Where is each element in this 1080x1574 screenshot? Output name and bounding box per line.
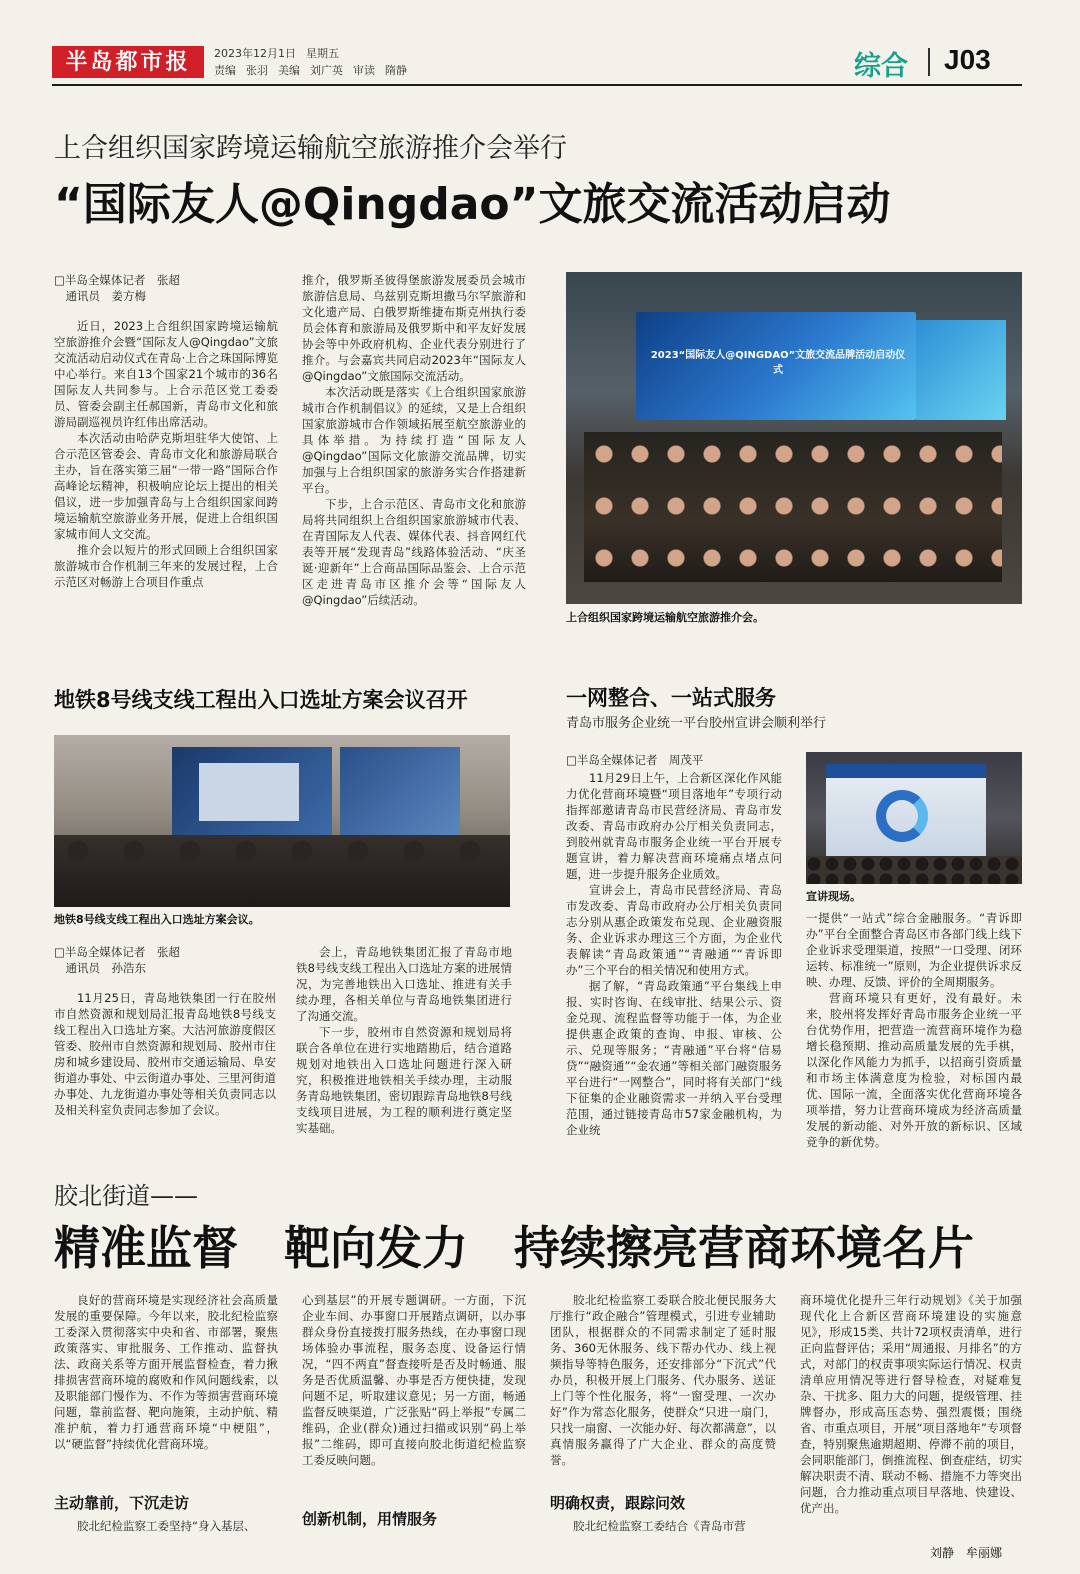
article1-column-2 [302,272,526,624]
article4-column-4 [800,1292,1022,1540]
paragraph: 据了解，“青岛政策通”平台集线上申报、实时咨询、在线审批、结果公示、资金兑现、流程监督等功能于一体，为企业提供惠企政策的查询、申报、审核、公示、兑现等服务；“青融通”平台将“信易贷”“融资通”“金农通”等相关部门融资服务平台进行“一网整合”，同时将有关部门“线下征集的企业融资需求一并纳入平台受理范围，通过链接青岛市57家金融机构，为企业统 [566,979,782,1137]
paragraph: 推介，俄罗斯圣彼得堡旅游发展委员会城市旅游信息局、乌兹别克斯坦撒马尔罕旅游和文化遗产局、白俄罗斯维捷布斯克州执行委员会体育和旅游局及俄罗斯中和平友好发展协会等中外政府机构、企业代表分别进行了推介。与会嘉宾共同启动2023年“国际友人@Qingdao”文旅国际交流活动。 [302,273,526,383]
paragraph: 一提供“一站式”综合金融服务。“青诉即办”平台全面整合青岛区市各部门线上线下企业诉求受理渠道，按照“一口受理、闭环运转、标准统一”原则，为企业提供诉求反映、办理、反馈、评价的全周期服务。 [806,911,1022,989]
editor-label: 责编 [214,64,236,77]
paragraph: 推介会以短片的形式回顾上合组织国家旅游城市合作机制三年来的发展过程，上合示范区对畅游上合项目作重点 [54,543,278,589]
article3-headline: 一网整合、一站式服务 [566,686,776,710]
newspaper-logo: 半岛都市报 [52,46,204,78]
paragraph: 商环境优化提升三年行动规划》《关于加强现代化上合新区营商环境建设的实施意见》，形成15类、共计72项权责清单，进行正向监督评估；采用“周通报、月排名”的方式，对部门的权责事项实际运行情况、权责清单应用情况等进行督导检查，对疑难复杂、干扰多、阻力大的问题，提级管理、挂牌督办，形成高压态势、强烈震慑；围绕省、市重点项目，开展“项目落地年”专项督查，特别聚焦逾期超期、停滞不前的项目，会同职能部门，倒推流程、倒查症结，切实解决职责不清、联动不畅、措施不力等突出问题，合力推动重点项目早落地、快建设、优产出。 [800,1293,1022,1515]
paragraph: 胶北纪检监察工委结合《青岛市营 [573,1519,746,1533]
article1-byline: □半岛全媒体记者 张超 [54,273,180,287]
article1-kicker: 上合组织国家跨境运输航空旅游推介会举行 [54,133,567,164]
article1-headline: “国际友人@Qingdao”文旅交流活动启动 [54,179,891,230]
proof-label: 审读 [353,64,375,77]
article1-photo [566,272,1022,604]
article2-headline: 地铁8号线支线工程出入口选址方案会议召开 [54,688,468,712]
paragraph: 宣讲会上，青岛市民营经济局、青岛市发改委、青岛市政府办公厅相关负责同志分别从惠企政策发布兑现、企业融资服务、企业诉求办理这三个方面，为企业代表解读“青岛政策通”“青融通”“青诉即办”三个平台的相关情况和使用方式。 [566,883,782,977]
article2-column-1 [54,990,276,1138]
article2-correspondent: 通讯员 孙浩东 [54,961,146,975]
audience [806,856,1022,884]
paragraph: 11月25日，青岛地铁集团一行在胶州市自然资源和规划局汇报青岛地铁8号线支线工程出入口选址方案。大沽河旅游度假区管委、胶州市自然资源和规划局、胶州市住房和城乡建设局、胶州市交通运输局、阜安街道办事处、中云街道办事处、三里河街道办事处、九龙街道办事处等相关负责同志以及相关科室负责同志参加了会议。 [54,991,276,1117]
masthead-divider [928,48,930,76]
page-number: J03 [944,44,991,75]
article1-column-1 [54,318,278,624]
screen-title: 2023“国际友人@QINGDAO”文旅交流品牌活动启动仪式 [650,350,906,376]
article4-kicker: 胶北街道—— [54,1182,198,1210]
article3-photo [806,752,1022,884]
designer-name: 刘广英 [310,64,343,77]
paragraph: 近日，2023上合组织国家跨境运输航空旅游推介会暨“国际友人@Qingdao”文旅交流活动启动仪式在青岛·上合之珠国际博览中心举行。来自13个国家21个城市的36名国际友人共同参与。上合示范区党工委委员、管委会副主任郝国新，青岛市文化和旅游局副巡视员许红伟出席活动。 [54,319,278,429]
map-display [199,763,299,821]
article3-column-1 [566,770,782,1137]
article1-correspondent: 通讯员 姜方梅 [54,289,146,303]
paragraph: 会上，青岛地铁集团汇报了青岛市地铁8号线支线工程出入口选址方案的进展情况，为完善地铁出入口选址、推进有关手续办理，各相关单位与青岛地铁集团进行了沟通交流。 [296,945,512,1023]
side-screen [916,320,1006,420]
paragraph: 11月29日上午，上合新区深化作风能力优化营商环境暨“项目落地年”专项行动指挥部邀请青岛市民营经济局、青岛市发改委、青岛市政府办公厅相关负责同志，到胶州就青岛市服务企业统一平台开展专题宣讲，着力解决营商环境痛点堵点问题，进一步提升服务企业质效。 [566,771,782,881]
meeting-attendees [54,835,510,907]
article2-column-2 [296,944,512,1138]
paragraph: 营商环境只有更好，没有最好。未来，胶州将发挥好青岛市服务企业统一平台优势作用，把营造一流营商环境作为稳增长稳预期、推动高质量发展的先手棋，以深化作风能力为抓手，以招商引资质量和市场主体满意度为检验，对标国内最优、国际一流，全面落实优化营商环境各项举措，努力让营商环境成为经济高质量发展的新动能、对外开放的新标识、区域竞争的新优势。 [806,991,1022,1149]
article4-author: 刘静 牟丽娜 [930,1546,1003,1560]
article2-byline: □半岛全媒体记者 张超 [54,945,180,959]
paragraph: 心到基层”的开展专题调研。一方面，下沉企业车间、办事窗口开展踏点调研，以办事群众身份直接拨打服务热线，在办事窗口现场体验办事流程，服务态度、设备运行情况，“四不两直”督查接听是否及时畅通、服务是否优质温馨、办事是否方便快捷，发现问题不足，听取建议意见；另一方面，畅通监督反映渠道，广泛张贴“码上举报”专属二维码，企业(群众)通过扫描或识别“码上举报”二维码，即可直接向胶北街道纪检监察工委反映问题。 [302,1293,526,1467]
article3-column-2 [806,910,1022,1149]
article1-caption: 上合组织国家跨境运输航空旅游推介会。 [566,611,764,624]
slide-header [826,764,986,778]
video-wall [340,747,460,837]
paragraph: 良好的营商环境是实现经济社会高质量发展的重要保障。今年以来，胶北纪检监察工委深入贯彻落实中央和省、市部署，聚焦政策落实、审批服务、工作推动、监督执法、政商关系等方面开展监督检查，着力揪排损害营商环境的腐败和作风问题线索，以及职能部门慢作为、不作为等损害营商环境问题，靠前监督、靶向施策，主动护航、精准护航，着力打通营商环境“中梗阻”，以“硬监督”持续优化营商环境。 [54,1293,278,1451]
masthead [0,0,1080,90]
article3-caption: 宣讲现场。 [806,890,861,903]
weekday-text: 星期五 [306,47,339,60]
article4-column-1 [54,1292,278,1474]
article4-column-3 [550,1292,776,1474]
staff-credits [214,62,417,78]
group-of-people [584,432,1002,582]
article4-column-2 [302,1292,526,1488]
issue-date [214,45,349,61]
editor-name: 张羽 [246,64,268,77]
paragraph: 本次活动既是落实《上合组织国家旅游城市合作机制倡议》的延续，又是上合组织国家旅游城市合作领域拓展至航空旅游业的具体举措。为持续打造“国际友人@Qingdao”国际文化旅游交流品牌，切实加强与上合组织国家的旅游务实合作搭建新平台。 [302,385,526,495]
section-name: 综合 [854,51,908,82]
proofreader-name: 隋静 [385,64,407,77]
designer-label: 美编 [278,64,300,77]
article4-subhead-1: 主动靠前，下沉走访 [54,1494,190,1512]
article3-byline: □半岛全媒体记者 周茂平 [566,753,704,767]
article4-headline: 精准监督 靶向发力 持续擦亮营商环境名片 [54,1221,974,1275]
article4-subhead-3: 明确权责，跟踪问效 [550,1494,686,1512]
article4-column-1b [54,1518,278,1538]
paragraph: 下步，上合示范区、青岛市文化和旅游局将共同组织上合组织国家旅游城市代表、在青国际友人代表、媒体代表、抖音网红代表等开展“发现青岛”线路体验活动、“庆圣诞·迎新年”上合商品国际品鉴会、上合示范区走进青岛市区推介会等“国际友人@Qingdao”后续活动。 [302,497,526,607]
article3-subhead: 青岛市服务企业统一平台胶州宣讲会顺利举行 [566,716,827,731]
article4-subhead-2: 创新机制，用情服务 [302,1510,438,1528]
masthead-rule [52,84,1022,86]
paragraph: 本次活动由哈萨克斯坦驻华大使馆、上合示范区管委会、青岛市文化和旅游局联合主办，旨在落实第三届“一带一路”国际合作高峰论坛精神，积极响应论坛上提出的相关倡议，进一步加强青岛与上合组织国家间跨境运输航空旅游业务开展，促进上合组织国家城市间人文交流。 [54,431,278,541]
paragraph: 胶北纪检监察工委联合胶北便民服务大厅推行“政企融合”管理模式，引进专业辅助团队，根据群众的不同需求制定了延时服务、360无休服务、线下帮办代办、线上视频指导等特色服务，还安排部分“下沉式”代办员，积极开展上门服务、代办服务、送证上门等个性化服务，将“一窗受理、一次办好”作为常态化服务，使群众“只进一扇门，只找一扇窗、一次能办好、每次都满意”，以真情服务赢得了广大企业、群众的高度赞誉。 [550,1293,776,1467]
article4-column-3b [550,1518,776,1538]
date-text: 2023年12月1日 [214,47,296,60]
article2-photo [54,735,510,907]
article2-caption: 地铁8号线支线工程出入口选址方案会议。 [54,913,260,926]
paragraph: 下一步，胶州市自然资源和规划局将联合各单位在进行实地踏勘后，结合道路规划对地铁出入口选址问题进行深入研究，积极推进地铁相关手续办理，主动服务青岛地铁集团，密切跟踪青岛地铁8号线支线项目进展，为工程的顺利进行奠定坚实基础。 [296,1025,512,1135]
paragraph: 胶北纪检监察工委坚持“身入基层、 [77,1519,256,1533]
slide-graphic [876,790,928,842]
